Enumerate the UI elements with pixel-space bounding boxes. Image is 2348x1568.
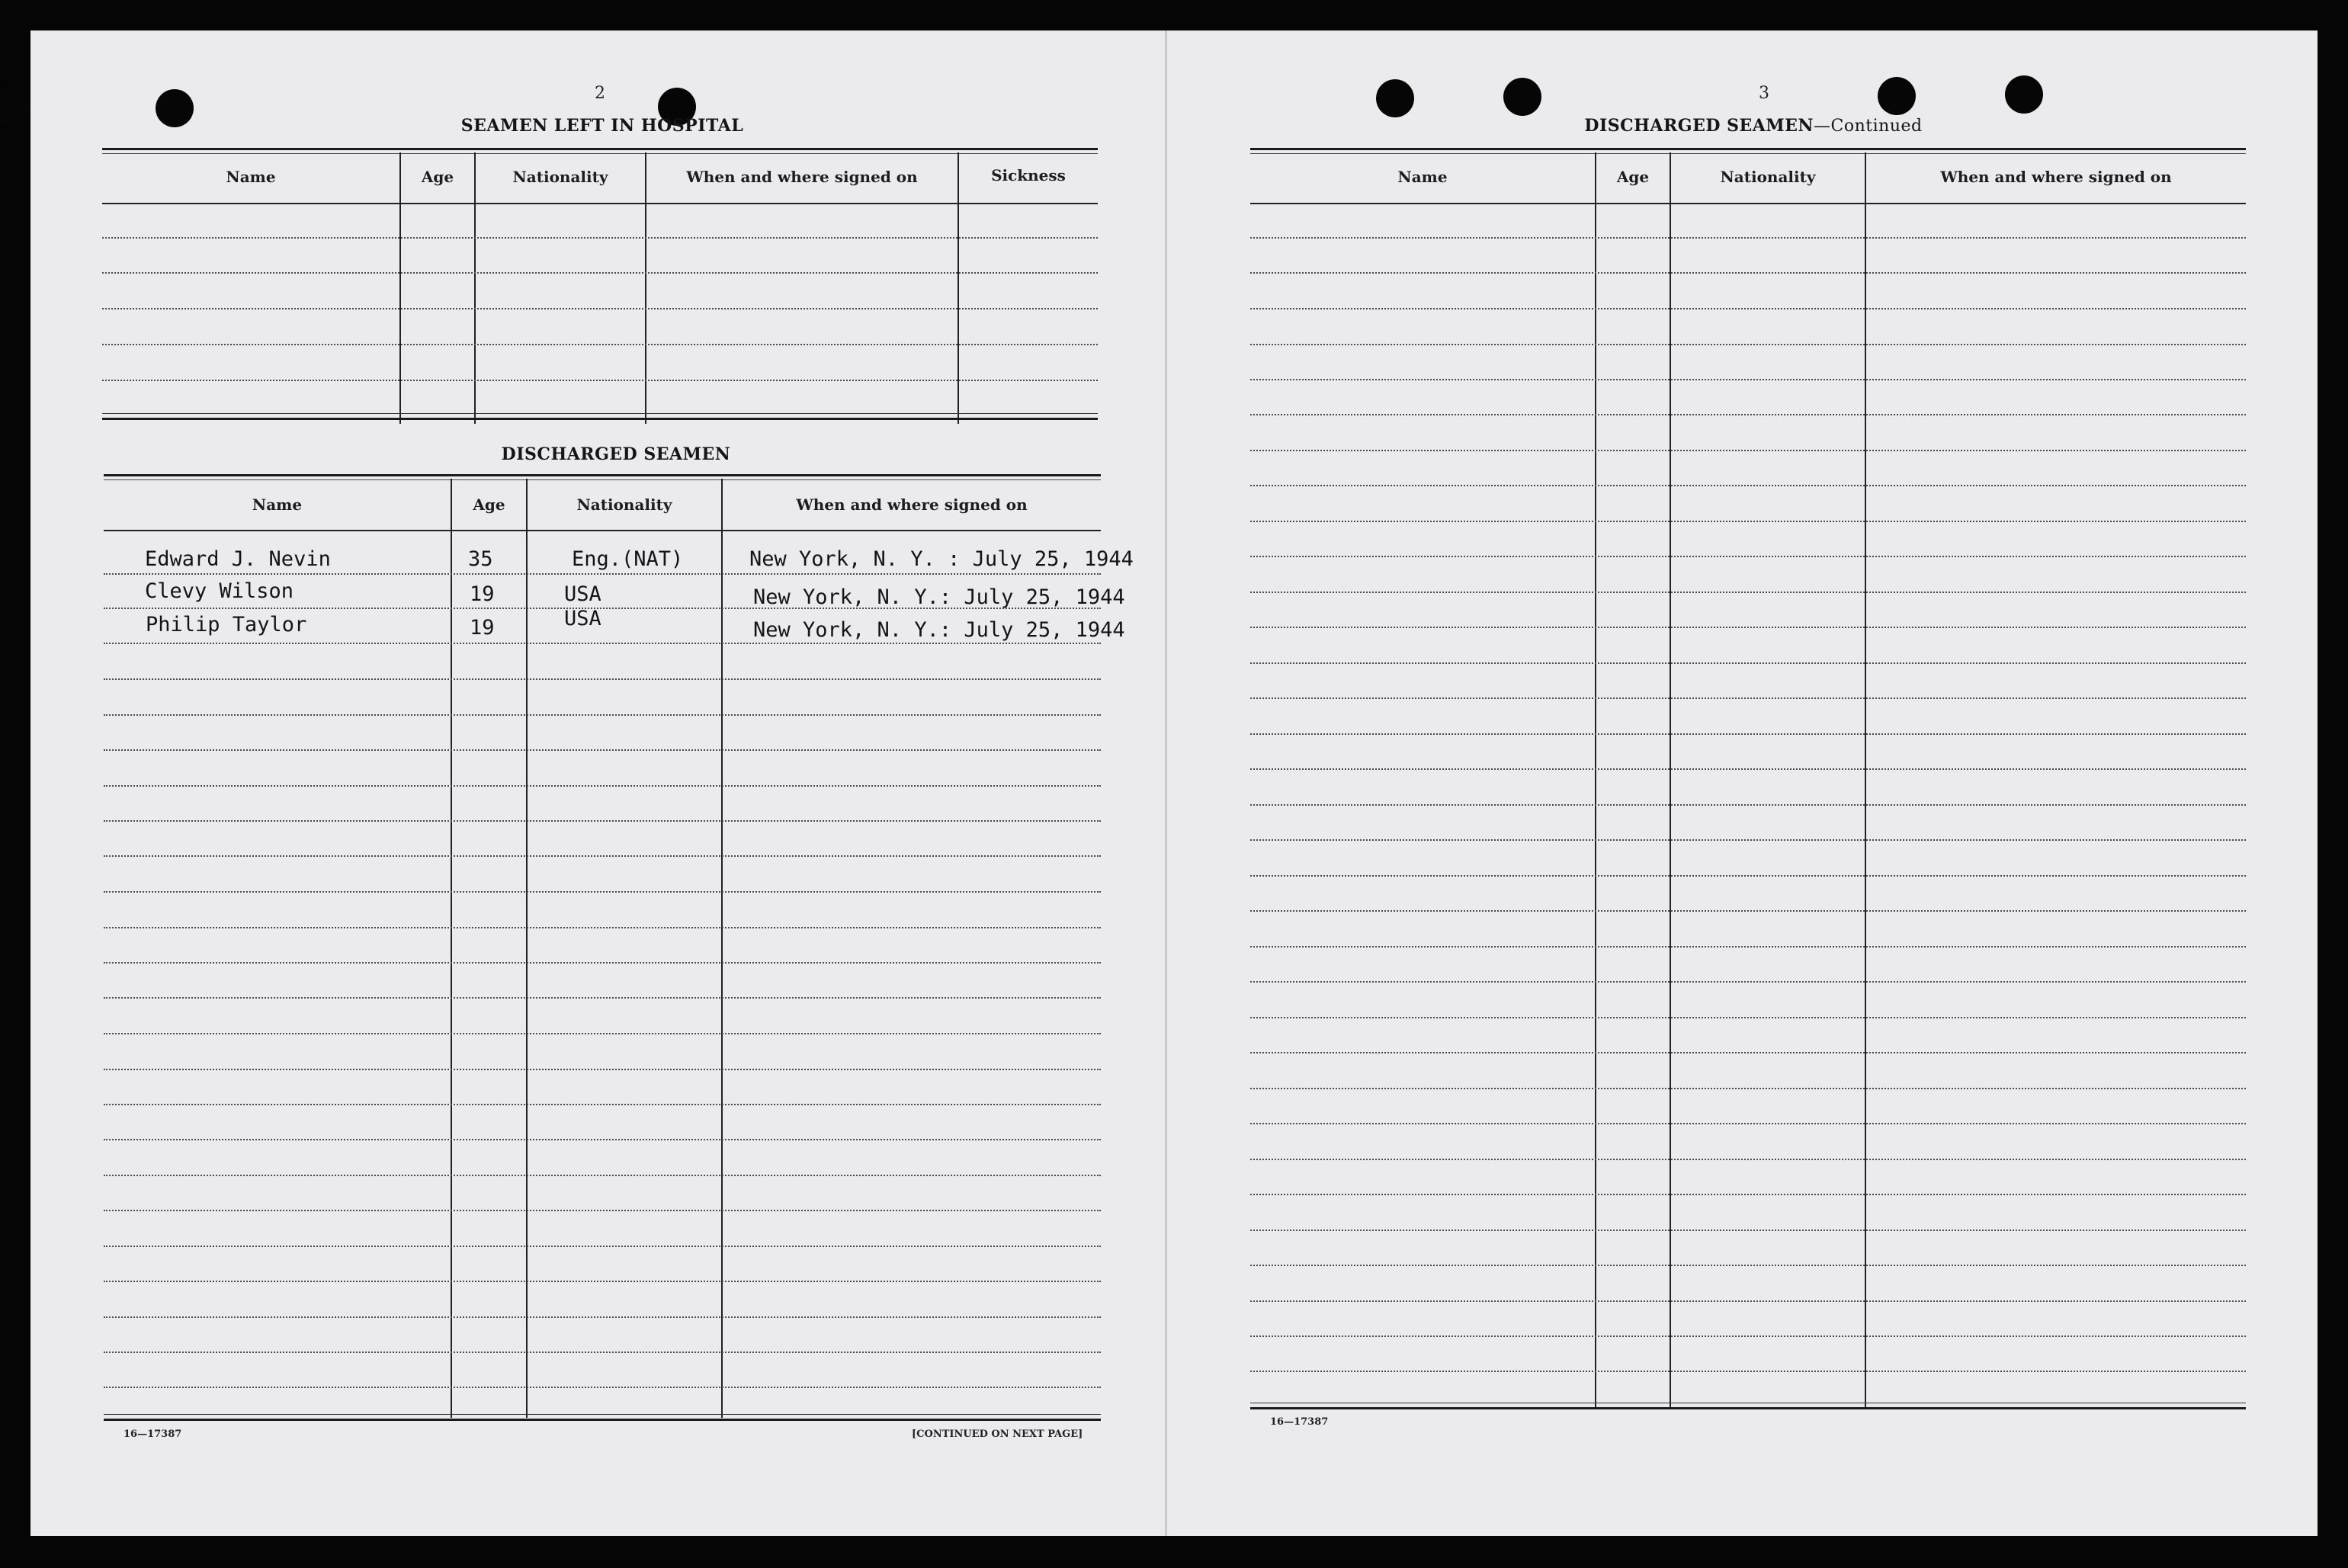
- seaman-age: 19: [470, 582, 495, 606]
- title-suffix: —Continued: [1814, 117, 1923, 136]
- seaman-signed-on: New York, N. Y.: July 25, 1944: [753, 618, 1125, 642]
- hospital-section-title: SEAMEN LEFT IN HOSPITAL: [460, 116, 744, 136]
- col-header-sickness: Sickness: [991, 166, 1066, 184]
- punch-hole: [2005, 75, 2043, 114]
- seaman-age: 35: [468, 547, 493, 571]
- col-header-nationality: Nationality: [576, 495, 672, 514]
- page-number-right: 3: [1759, 84, 1769, 103]
- seaman-name: Philip Taylor: [146, 613, 307, 636]
- punch-hole: [156, 89, 194, 127]
- col-header-name: Name: [252, 495, 303, 514]
- col-header-name: Name: [226, 168, 276, 186]
- col-header-name: Name: [1397, 168, 1448, 186]
- continued-note: [CONTINUED ON NEXT PAGE]: [912, 1429, 1083, 1440]
- col-header-age: Age: [473, 495, 505, 514]
- punch-hole: [1376, 79, 1414, 117]
- seaman-nationality: Eng.(NAT): [572, 547, 684, 571]
- punch-hole: [0, 88, 30, 126]
- hospital-table: [102, 148, 1098, 424]
- punch-hole: [1503, 78, 1541, 116]
- col-header-nationality: Nationality: [1720, 168, 1816, 186]
- seaman-signed-on: New York, N. Y.: July 25, 1944: [753, 585, 1125, 609]
- seaman-age: 19: [470, 616, 495, 640]
- form-number: 16—17387: [1270, 1416, 1329, 1428]
- discharged-continued-table: [1250, 148, 2246, 1413]
- title-main: DISCHARGED SEAMEN: [1584, 116, 1814, 136]
- seaman-nationality: USA: [564, 582, 601, 606]
- col-header-nationality: Nationality: [512, 168, 608, 186]
- seaman-nationality: USA: [564, 607, 601, 630]
- col-header-signed-on: When and where signed on: [686, 168, 918, 186]
- seaman-name: Clevy Wilson: [145, 579, 294, 603]
- col-header-age: Age: [421, 168, 454, 186]
- col-header-age: Age: [1616, 168, 1650, 186]
- discharged-section-title: DISCHARGED SEAMEN: [501, 444, 731, 464]
- page-fold: [1165, 30, 1167, 1536]
- seaman-signed-on: New York, N. Y. : July 25, 1944: [749, 547, 1134, 571]
- punch-hole: [1878, 77, 1916, 115]
- form-number: 16—17387: [123, 1429, 182, 1440]
- col-header-signed-on: When and where signed on: [1940, 168, 2172, 186]
- discharged-continued-title: [1525, 116, 1982, 136]
- col-header-signed-on: When and where signed on: [796, 495, 1028, 514]
- page-number-left: 2: [595, 84, 605, 103]
- seaman-name: Edward J. Nevin: [145, 547, 331, 571]
